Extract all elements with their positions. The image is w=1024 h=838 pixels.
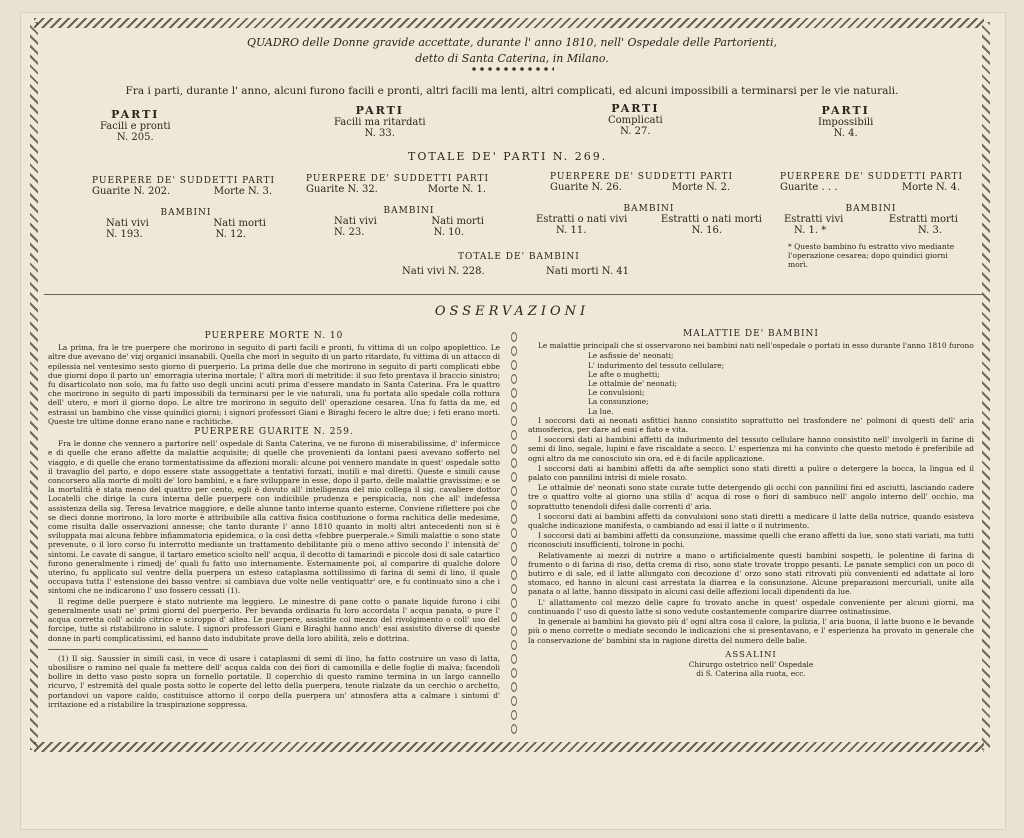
parti-group bbox=[818, 104, 873, 139]
list-item: Le afte o mughetti; bbox=[588, 369, 660, 379]
footnote-star: * Questo bambino fu estratto vivo mediante l'operazione cesarea; dopo quindici giorni morì. bbox=[788, 242, 955, 269]
paragraph-consunzione: I soccorsi dati ai bambini affetti da consunzione, massime quelli che erano affetti da lue, sono stati variati, ma tutti riconosciuti insufficienti, tolrone in pochi. bbox=[528, 531, 974, 550]
bambini-a-label: Estratti o nati vivi bbox=[536, 214, 628, 225]
puerpere-morte: Morte N. 4. bbox=[901, 182, 960, 193]
puerpere-group bbox=[306, 174, 490, 195]
puerpere-group bbox=[550, 172, 734, 193]
bambini-b-label: Estratti o nati morti bbox=[660, 214, 762, 225]
heading-malattie-bambini: MALATTIE DE' BAMBINI bbox=[683, 329, 819, 339]
document-title: QUADRO delle Donne gravide accettate, durante l' anno 1810, nell' Ospedale delle Partorienti, bbox=[246, 36, 778, 49]
parti-count: N. 205. bbox=[116, 132, 154, 143]
puerpere-group bbox=[780, 172, 964, 193]
puerpere-guarite: Guarite N. 26. bbox=[550, 182, 622, 193]
intro-text: Fra i parti, durante l' anno, alcuni furono facili e pronti, altri facili ma lenti, altri complicati, ed alcuni impossibili a terminarsi per le vie naturali. bbox=[125, 85, 899, 97]
paragraph-malattie-intro: Le malattie principali che si osservarono nei bambini nati nell'ospedale o portati in esso durante l'anno 1810 furono bbox=[538, 341, 974, 351]
totale-bambini-vivi: Nati vivi N. 228. bbox=[402, 266, 485, 277]
totale-bambini-heading: TOTALE DE' BAMBINI bbox=[458, 252, 580, 262]
list-item: Le asfissie de' neonati; bbox=[588, 351, 674, 361]
parti-type: Impossibili bbox=[818, 117, 874, 128]
paragraph-regime: Il regime delle puerpere è stato nutriente ma leggiero. Le minestre di pane cotto o panate liquide furono i cibi generalmente usati ne' primi giorni del puerperio. Per bevanda ordinaria fu loro accordata l' acqua panata, o pure l' acqua corretta coll' acido citrico e sciroppo d' altea. Le puerpere, assistite col mezzo del rivolgimento o coll' uso del forcipe, tutte si ristabilirono in salute. I signori professori Giani e Biraghi hanno anch' essi assistito diverse di queste donne in parti complicatissimi, ed hanno dato indubitate prove della loro abilità, zelo e dottrina. bbox=[48, 596, 500, 643]
parti-type: Complicati bbox=[608, 115, 663, 126]
parti-heading: PARTI bbox=[111, 108, 160, 121]
bambini-heading: BAMBINI bbox=[160, 208, 212, 218]
paragraph-allattamento: L' allattamento col mezzo delle capre fu trovato anche in quest' ospedale conveniente per alcuni giorni, ma continuando l' uso di questo latte si sono vedute costantemente comparire diarree ostinatissime. bbox=[528, 597, 974, 616]
paragraph-afte: I soccorsi dati ai bambini affetti da afte semplici sono stati diretti a pulire o detergere la bocca, la lingua ed il palato con pannilini intrisi di miele rosato. bbox=[528, 463, 974, 483]
signature-line1: Chirurgo ostetrico nell' Ospedale bbox=[688, 659, 814, 669]
paragraph-indurimento: I soccorsi dati ai bambini affetti da indurimento del tessuto cellulare hanno consistito nell' involgerli in farine di semi di lino, segale, lupini e fave riscaldate a secco. L' esperienza mi ha convinto che questo metodo è preferibile ad ogni altro da me conosciuto sin ora, ed è di facile applicazione. bbox=[528, 435, 974, 463]
paragraph-guarite: Fra le donne che vennero a partorire nell' ospedale di Santa Caterina, ve ne furono di miserabilissime, d' infermicce e di quelle che erano affette da malattie acquisite; di quelle che provenienti da lontani paesi avevano sofferto nel viaggio, e di quelle che erano tormentatissime da affezioni morali: alcune poi vennero mandate in quest' ospedale sotto il travaglio del parto, e dopo essere state assoggettate a tentativi forzati, inutili e mal diretti. Queste e simili cause concorsero alla morte di molti de' loro bambini, e a fare sviluppare in esse, dopo il parto, delle malattie gravissime; e se la mortalità è stata meno del quattro per cento, egli è dovuto all' intelligenza del mio collega il sig. cavaliere dottor Locatelli che dirige la cura interna delle puerpere con indicibile prudenza e perspicacia, non che all' indefessa assistenza della sig. Teresa Ievatrice maggiore, e delle alunne tanto interne quanto esterne. Conviene riflettere poi che se dieci donne morirono, la loro morte è attribuibile alla cattiva fisica costituzione o forma rachitica delle medesime, come risulta dalle osservazioni annesse; che tanto durante l' anno 1810 quanto in molti altri antecedenti non si è sviluppata mai alcuna febbre infiammatoria epidemica, o la così detta «febbre puerperale.» Simili malattie o sono state prevenute, o il loro corso fu interrotto mediante un trattamento debilitante più o meno attivo secondo l' intensità de' sintomi. Le cavate di sangue, il tartaro emetico sciolto nell' acqua, il decotto di tamarindi e piccole dosi di sale catartico furono generalmente i rimedj de' quali fu fatto uso internamente. Esternamente poi, al comparire di qualche dolore uterino, fu applicato sul ventre della puerpera un esteso cataplasma sottilissimo di farina di semi di lino, il quale occupava tutta l' estensione dei basso ventre: si cambiava due volte nelle ventiquattr' ore, e fu continuato sino a che i sintomi che ne indicarono l' uso fossero cessati (1). bbox=[48, 439, 500, 596]
bambini-a-count: N. 1. * bbox=[794, 225, 827, 236]
paragraph-morte: La prima, fra le tre puerpere che morirono in seguito di parti facili e pronti, fu vittima di un colpo apoplettico. Le altre due avevano de' vizj organici insanabili. Quella che morì in seguito di un parto ritardato, fu vittima di un attacco di epilessia nel ventesimo sesto giorno di puerperio. La prima delle due che morirono in seguito di parti complicati ebbe due giorni dopo il parto un' emorragia uterina mortale; l' altra morì di metritide: il suo feto prentava il braccio sinistro; fu disarticolato non solo, ma fu fatto uso degli uncini acuti prima d'essere mandato in Santa Caterina. Fra le quattro che morirono in seguito di parti impossibili da terminarsi per le vie naturali, una fu portata allo spedale colla rottura dell' utero, e morì il giorno dopo. Le altre tre morirono in seguito dell' operazione cesarea. Una fu fatta da me, ed estrassi un bambino che visse quindici giorni; i signori professori Giani e Biraghi fecero le altre due; i feti erano morti. Queste tre ultime donne erano nane e rachitiche. bbox=[48, 343, 500, 426]
list-item: Le ottalmie de' neonati; bbox=[588, 379, 677, 389]
list-item: La consunzione; bbox=[588, 397, 649, 407]
parti-group bbox=[608, 102, 663, 137]
totale-parti: TOTALE DE' PARTI N. 269. bbox=[408, 150, 608, 163]
parti-count: N. 33. bbox=[364, 128, 395, 139]
puerpere-guarite: Guarite N. 32. bbox=[306, 184, 378, 195]
list-item: La lue. bbox=[588, 406, 614, 416]
footnote-rule bbox=[48, 649, 208, 650]
parti-group bbox=[334, 104, 426, 139]
bambini-a-count: N. 23. bbox=[334, 227, 365, 238]
bambini-heading: BAMBINI bbox=[623, 204, 675, 214]
puerpere-morte: Morte N. 1. bbox=[427, 184, 486, 195]
decorative-border-right bbox=[982, 22, 990, 750]
bambini-b-label: Nati morti bbox=[431, 216, 484, 227]
bambini-group bbox=[106, 208, 266, 240]
parti-group bbox=[100, 108, 171, 143]
parti-heading: PARTI bbox=[821, 104, 870, 117]
signature-line2: di S. Caterina alla ruota, ecc. bbox=[696, 669, 806, 679]
section-title-osservazioni: OSSERVAZIONI bbox=[434, 304, 590, 319]
bambini-a-count: N. 11. bbox=[556, 225, 587, 236]
puerpere-morte: Morte N. 3. bbox=[213, 186, 272, 197]
paragraph-ottalmie: Le ottalmie de' neonati sono state curate tutte detergendo gli occhi con pannilini fini ed asciutti, lasciando cadere tre o quattro volte al giorno una stilla d' acqua di rose o fiori di sambuco nell' angolo interno dell' occhio, ma soprattutto tenendoli difesi dalle correnti d' aria. bbox=[528, 483, 974, 511]
heading-puerpere-morte: PUERPERE MORTE N. 10 bbox=[204, 331, 344, 341]
puerpere-guarite: Guarite N. 202. bbox=[92, 186, 171, 197]
signature-name: ASSALINI bbox=[725, 649, 777, 660]
bambini-b-label: Estratti morti bbox=[888, 214, 958, 225]
bambini-b-count: N. 3. bbox=[917, 225, 942, 236]
decorative-border-top bbox=[34, 18, 984, 28]
footnote-saussier: (1) Il sig. Saussier in simili casi, in vece di usare i cataplasmi di semi di lino, ha fatto costruire un vaso di latta, ubosilisre o ramino nel quale fa mettere dell' acqua calda con dei fiori di camomilla e delle foglie di malva; facendoli bollire in detto vaso posto sopra un fornello portatile. Il coperchio di questo ramino termina in un largo cannello ricurvo, l' estremità del quale posta sotto le coperte del letto della puerpera, tenute rialzate da un cerchio o archetto, portandovi un vapore caldo, costituisce attorno il corpo della puerpera un' atmosfera atta a calmare i sintomi d' irritazione ed a ristabilire la traspirazione soppressa. bbox=[48, 653, 500, 709]
parti-type: Facili ma ritardati bbox=[334, 117, 426, 128]
bambini-a-label: Nati vivi bbox=[334, 216, 377, 227]
malattie-list bbox=[528, 351, 974, 415]
bambini-a-count: N. 193. bbox=[106, 229, 143, 240]
list-item: L' indurimento del tessuto cellulare; bbox=[588, 360, 725, 370]
puerpere-heading: PUERPERE DE' SUDDETTI PARTI bbox=[306, 174, 490, 184]
puerpere-heading: PUERPERE DE' SUDDETTI PARTI bbox=[780, 172, 964, 182]
parti-heading: PARTI bbox=[611, 102, 660, 115]
parti-heading: PARTI bbox=[355, 104, 404, 117]
bambini-b-count: N. 16. bbox=[691, 225, 722, 236]
parti-type: Facili e pronti bbox=[100, 121, 171, 132]
bambini-b-count: N. 12. bbox=[215, 229, 246, 240]
puerpere-guarite: Guarite . . . bbox=[780, 182, 838, 193]
left-column bbox=[48, 330, 500, 710]
paragraph-convulsioni: I soccorsi dati ai bambini affetti da convulsioni sono stati diretti a medicare il latte della nutrice, quando esisteva qualche indicazione manifesta, o cambiando ad essi il latte o il nutrimento. bbox=[528, 511, 974, 531]
column-divider-ornament bbox=[509, 330, 519, 736]
right-column bbox=[528, 328, 974, 678]
parti-count: N. 4. bbox=[833, 128, 858, 139]
bambini-b-label: Nati morti bbox=[213, 218, 266, 229]
puerpere-group bbox=[92, 176, 276, 197]
puerpere-heading: PUERPERE DE' SUDDETTI PARTI bbox=[550, 172, 734, 182]
paragraph-nutrire: Relativamente ai mezzi di nutrire a mano o artificialmente questi bambini sospetti, le polentine di farina di frumento o di farina di riso, detta crema di riso, sono state trovate troppo pesanti. Le panate semplici con un poco di butirro e di sale, ed il latte allungato con decozione d' orzo sono stati ritrovati più convenienti ed adattate al loro stomaco, ed hanno in alcuni casi arrestata la diarrea e la consunzione. Alcune preparazioni mercuriali, unite alla panata o al latte, hanno dissipato in alcuni casi delle affezioni locali dipendenti da lue. bbox=[528, 550, 974, 597]
heading-puerpere-guarite: PUERPERE GUARITE N. 259. bbox=[194, 427, 354, 438]
puerpere-morte: Morte N. 2. bbox=[671, 182, 730, 193]
list-item: Le convulsioni; bbox=[588, 388, 645, 398]
paragraph-generale: In generale ai bambini ha giovato più d' ogni altra cosa il calore, la pulizia, l' aria buona, il latte buono e le bevande più o meno corrette o mediate secondo le indicazioni che si presentavano, e l' esperienza ha provato in generale che la conservazione de' bambini sta in ragione diretta del numero delle balie. bbox=[528, 617, 974, 645]
horizontal-rule bbox=[44, 294, 984, 295]
decorative-border-bottom bbox=[34, 742, 984, 752]
parti-count: N. 27. bbox=[620, 126, 651, 137]
bambini-b-count: N. 10. bbox=[433, 227, 464, 238]
bambini-a-label: Estratti vivi bbox=[784, 214, 844, 225]
bambini-a-label: Nati vivi bbox=[106, 218, 149, 229]
bambini-heading: BAMBINI bbox=[383, 206, 435, 216]
totale-bambini-morti: Nati morti N. 41 bbox=[546, 266, 629, 277]
bambini-group bbox=[536, 204, 762, 236]
paragraph-asfissie: I soccorsi dati ai neonati asfittici hanno consistito soprattutto nel trasfondere ne' polmoni di questi dell' aria atmosferica, per dare ad essi e fiato e vita. bbox=[528, 415, 974, 435]
title-ornament bbox=[470, 66, 554, 72]
bambini-group bbox=[784, 204, 958, 236]
bambini-group bbox=[334, 206, 484, 238]
document-subtitle: detto di Santa Caterina, in Milano. bbox=[415, 52, 609, 65]
puerpere-heading: PUERPERE DE' SUDDETTI PARTI bbox=[92, 176, 276, 186]
decorative-border-left bbox=[30, 22, 38, 750]
bambini-heading: BAMBINI bbox=[845, 204, 897, 214]
